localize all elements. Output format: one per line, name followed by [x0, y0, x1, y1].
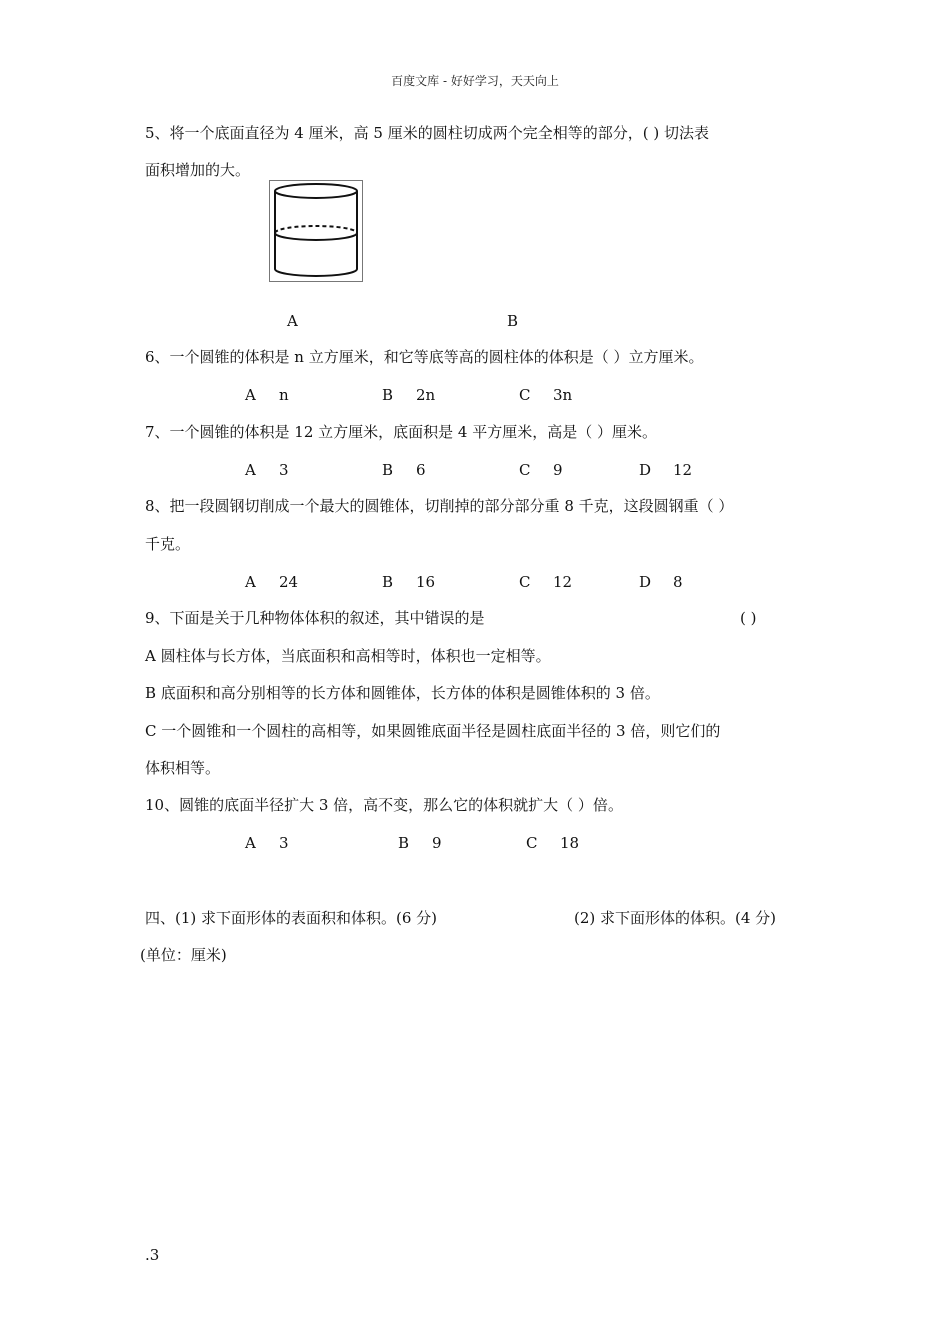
q10-text: 10、圆锥的底面半径扩大 3 倍，高不变，那么它的体积就扩大（ ）倍。: [145, 796, 623, 814]
cylinder-figure: [269, 180, 363, 282]
q9-text: 9、下面是关于几种物体体积的叙述，其中错误的是: [145, 609, 485, 627]
section4-unit-note: (单位：厘米): [140, 946, 227, 964]
q6-option-c: C 3n: [519, 386, 573, 404]
page-number: .3: [145, 1246, 160, 1264]
section4-part2-title: (2) 求下面形体的体积。(4 分): [574, 909, 777, 927]
q8-text-line2: 千克。: [145, 535, 191, 553]
q9-answer-paren: ( ): [740, 609, 757, 627]
q7-option-d: D 12: [639, 461, 693, 479]
q7-option-a: A 3: [245, 461, 289, 479]
q6-option-b: B 2n: [382, 386, 436, 404]
q6-text: 6、一个圆锥的体积是 n 立方厘米，和它等底等高的圆柱体的体积是（ ）立方厘米。: [145, 348, 704, 366]
cylinder-cut-icon: [270, 181, 362, 281]
q8-option-d: D 8: [639, 573, 683, 591]
q7-option-c: C 9: [519, 461, 563, 479]
q9-statement-c-line1: C 一个圆锥和一个圆柱的高相等，如果圆锥底面半径是圆柱底面半径的 3 倍，则它们的: [145, 722, 721, 740]
q10-option-b: B 9: [398, 834, 442, 852]
q9-statement-b: B 底面积和高分别相等的长方体和圆锥体，长方体的体积是圆锥体积的 3 倍。: [145, 684, 660, 702]
q5-option-b: B: [507, 312, 519, 330]
q8-option-c: C 12: [519, 573, 573, 591]
q10-option-c: C 18: [526, 834, 580, 852]
section4-part1-title: 四、(1) 求下面形体的表面积和体积。(6 分): [145, 909, 438, 927]
q6-option-a: A n: [245, 386, 289, 404]
q5-text-line2: 面积增加的大。: [145, 161, 251, 179]
q8-text-line1: 8、把一段圆钢切削成一个最大的圆锥体，切削掉的部分部分重 8 千克，这段圆钢重（ ）: [145, 497, 734, 515]
q8-option-a: A 24: [245, 573, 299, 591]
q8-option-b: B 16: [382, 573, 436, 591]
page-header: 百度文库 - 好好学习，天天向上: [391, 74, 559, 88]
q7-option-b: B 6: [382, 461, 426, 479]
q9-statement-c-line2: 体积相等。: [145, 759, 221, 777]
q5-text-line1: 5、将一个底面直径为 4 厘米，高 5 厘米的圆柱切成两个完全相等的部分，( ) 切法表: [145, 124, 709, 142]
q9-statement-a: A 圆柱体与长方体，当底面积和高相等时，体积也一定相等。: [145, 647, 551, 665]
q5-option-a: A: [287, 312, 298, 330]
q7-text: 7、一个圆锥的体积是 12 立方厘米，底面积是 4 平方厘米，高是（ ）厘米。: [145, 423, 658, 441]
q10-option-a: A 3: [245, 834, 289, 852]
